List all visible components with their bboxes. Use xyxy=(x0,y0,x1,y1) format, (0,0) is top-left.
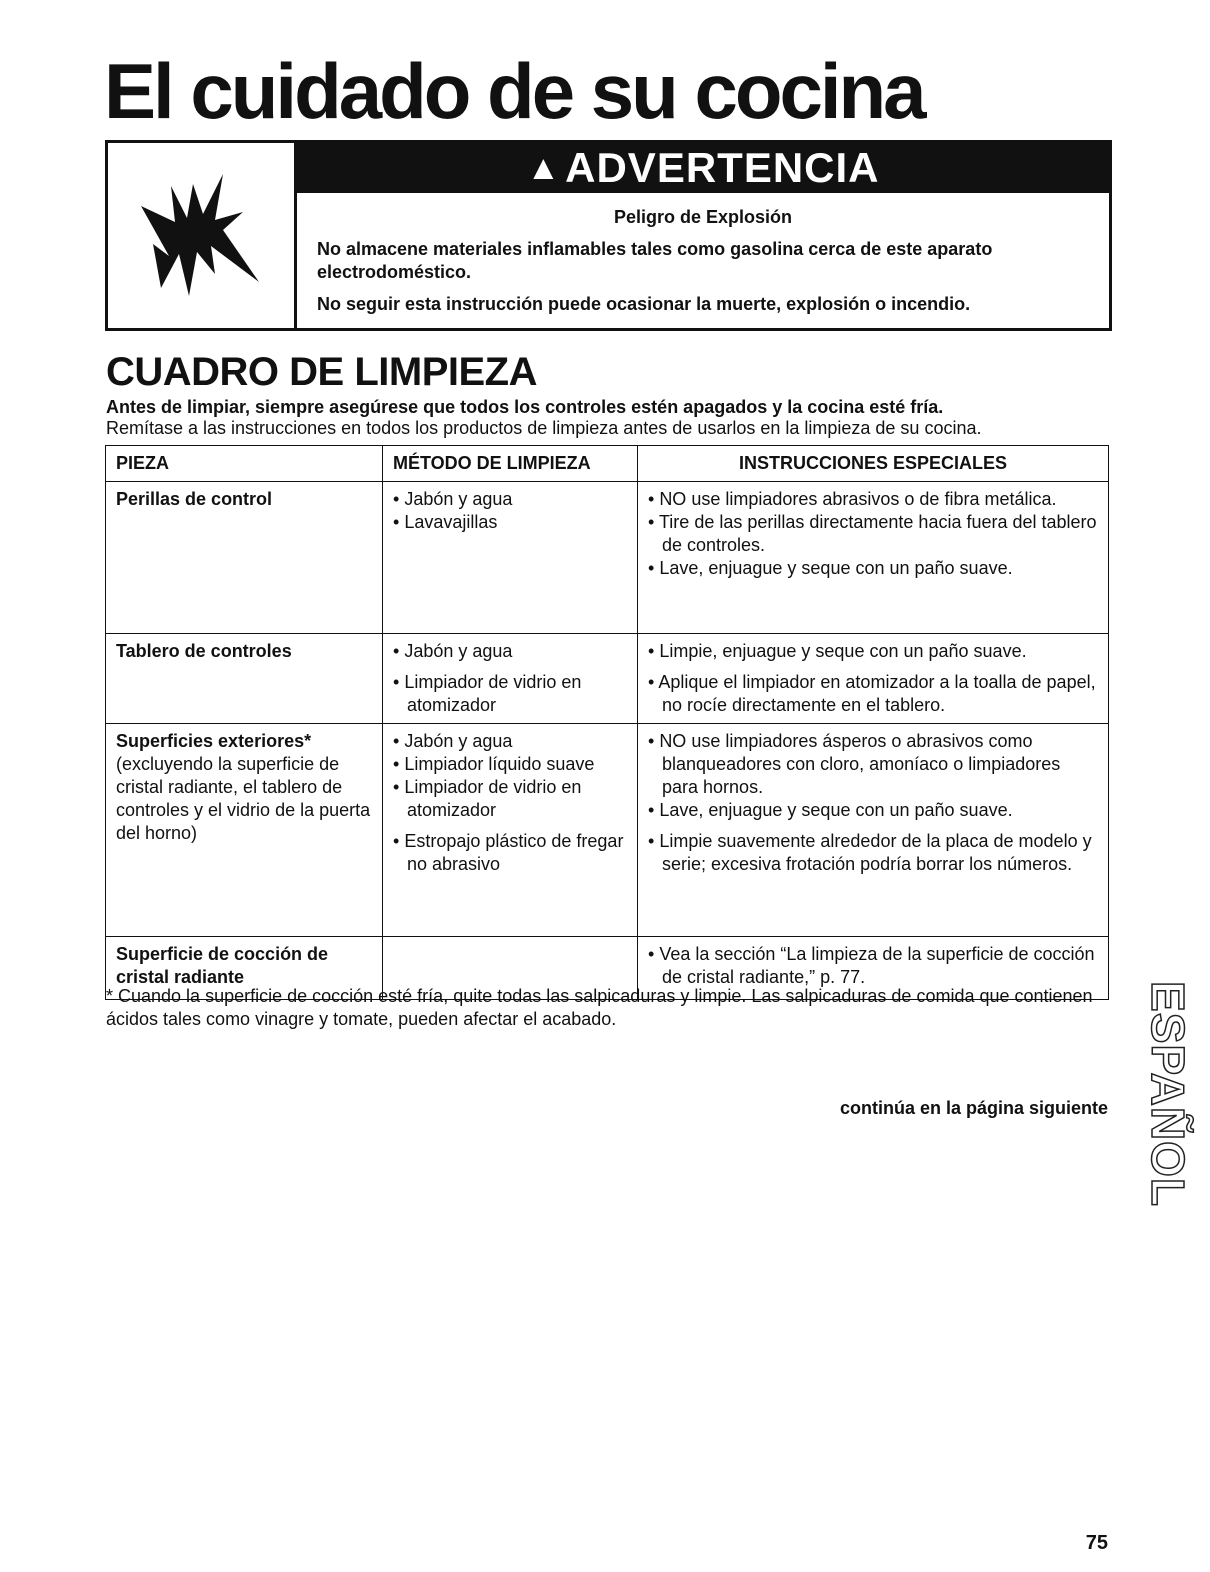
section-title: CUADRO DE LIMPIEZA xyxy=(106,350,537,394)
part-name: Superficies exteriores* xyxy=(116,731,312,751)
method-item: • Lavavajillas xyxy=(393,512,498,532)
method-item: • Limpiador de vidrio en atomizador xyxy=(393,672,582,715)
instruction-item: • Vea la sección “La limpieza de la superficie de cocción de cristal radiante,” p. 77. xyxy=(648,944,1095,987)
header-part: PIEZA xyxy=(106,446,383,482)
part-cell xyxy=(106,634,383,724)
instruction-item: • Tire de las perillas directamente hacia fuera del tablero de controles. xyxy=(648,512,1097,555)
warning-paragraph: No almacene materiales inflamables tales como gasolina cerca de este aparato electrodoméstico. xyxy=(317,239,993,282)
footnote: * Cuando la superficie de cocción esté fría, quite todas las salpicaduras y limpie. Las salpicaduras de comida que contienen ácidos tales como vinagre y tomate, pueden afectar el acabado. xyxy=(106,986,1093,1029)
language-tab xyxy=(1142,974,1194,1214)
warning-triangle-icon: ▲ xyxy=(526,148,562,187)
part-note: (excluyendo la superficie de cristal radiante, el tablero de controles y el vidrio de la puerta del horno) xyxy=(116,754,371,843)
instruction-item: • Lave, enjuague y seque con un paño suave. xyxy=(648,558,1013,578)
page-title: El cuidado de su cocina xyxy=(104,47,924,135)
method-item: • Jabón y agua xyxy=(393,641,513,661)
instruction-item: • NO use limpiadores ásperos o abrasivos como blanqueadores con cloro, amoníaco o limpiadores para hornos. xyxy=(648,731,1061,797)
cleaning-table xyxy=(105,445,1109,1000)
instructions-cell xyxy=(638,482,1109,634)
intro-bold: Antes de limpiar, siempre asegúrese que todos los controles estén apagados y la cocina esté fría. xyxy=(106,397,944,417)
warning-header-text: ADVERTENCIA xyxy=(565,144,880,191)
part-cell xyxy=(106,724,383,937)
part-name: Superficie de cocción de cristal radiante xyxy=(116,944,329,987)
method-item: • Limpiador líquido suave xyxy=(393,754,595,774)
part-name: Perillas de control xyxy=(116,489,273,509)
continued-note: continúa en la página siguiente xyxy=(839,1098,1108,1118)
method-cell xyxy=(383,482,638,634)
part-cell xyxy=(106,482,383,634)
method-cell xyxy=(383,724,638,937)
instruction-item: • Limpie, enjuague y seque con un paño suave. xyxy=(648,641,1027,661)
instruction-item: • Lave, enjuague y seque con un paño suave. xyxy=(648,800,1013,820)
explosion-icon xyxy=(108,143,297,328)
instruction-item: • Aplique el limpiador en atomizador a la toalla de papel, no rocíe directamente en el tablero. xyxy=(648,672,1096,715)
table-row xyxy=(106,724,1109,937)
table-row xyxy=(106,482,1109,634)
method-item: • Estropajo plástico de fregar no abrasivo xyxy=(393,831,624,874)
warning-paragraph: No seguir esta instrucción puede ocasionar la muerte, explosión o incendio. xyxy=(317,294,971,314)
instructions-cell xyxy=(638,634,1109,724)
method-item: • Limpiador de vidrio en atomizador xyxy=(393,777,582,820)
page-number: 75 xyxy=(1085,1532,1108,1554)
language-tab-label: ESPAÑOL xyxy=(1142,981,1194,1207)
table-row xyxy=(106,634,1109,724)
intro-text: Remítase a las instrucciones en todos los productos de limpieza antes de usarlos en la limpieza de su cocina. xyxy=(106,418,982,438)
method-item: • Jabón y agua xyxy=(393,731,513,751)
warning-header xyxy=(297,143,1109,193)
method-item: • Jabón y agua xyxy=(393,489,513,509)
part-name: Tablero de controles xyxy=(116,641,292,661)
instruction-item: • NO use limpiadores abrasivos o de fibra metálica. xyxy=(648,489,1057,509)
method-cell xyxy=(383,634,638,724)
header-instructions: INSTRUCCIONES ESPECIALES xyxy=(638,446,1109,482)
table-header-row xyxy=(106,446,1109,482)
header-method: MÉTODO DE LIMPIEZA xyxy=(383,446,638,482)
instruction-item: • Limpie suavemente alrededor de la placa de modelo y serie; excesiva frotación podría borrar los números. xyxy=(648,831,1092,874)
warning-subtitle: Peligro de Explosión xyxy=(613,207,793,227)
warning-box xyxy=(105,140,1112,331)
instructions-cell xyxy=(638,724,1109,937)
